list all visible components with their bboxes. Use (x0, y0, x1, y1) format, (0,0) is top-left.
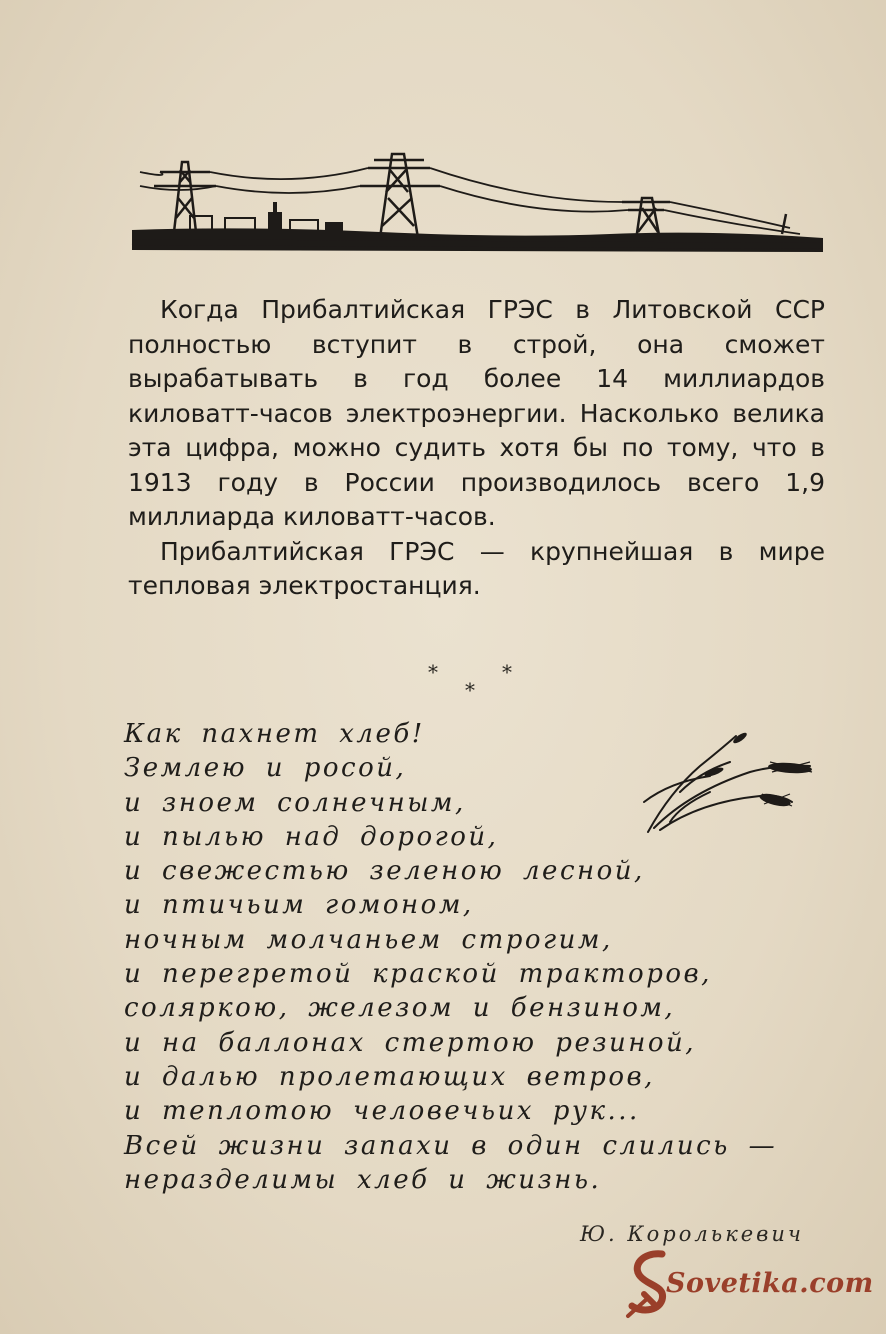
poem-line: неразделимы хлеб и жизнь. (124, 1164, 602, 1195)
poem-line: Землею и росой, (124, 753, 407, 784)
paragraph-1: Когда Прибалтийская ГРЭС в Литовской ССР полностью вступит в строй, она сможет вырабатывать в год более 14 миллиардов киловатт-часов электроэнергии. Насколько велика эта цифра, можно судить хотя бы по тому, что в 1913 году в России производилось всего 1,9 миллиарда киловатт-часов. (128, 295, 825, 531)
poem-line: и перегретой краской тракторов, (124, 959, 712, 990)
separator-star: * (465, 678, 475, 702)
poem-line: и пылью над дорогой, (124, 821, 499, 852)
poem-line: и зноем солнечным, (124, 787, 466, 818)
asterism-separator (420, 660, 530, 710)
poem-line: Как пахнет хлеб! (124, 719, 425, 749)
sovetika-watermark (622, 1246, 882, 1322)
poem-line: ночным молчаньем строгим, (124, 924, 613, 955)
article-text (128, 293, 825, 604)
poem-line: и на баллонах стертою резиной, (124, 1027, 697, 1058)
poem-line: и свежестью зеленою лесной, (124, 856, 645, 887)
separator-star: * (502, 660, 512, 684)
paragraph-2: Прибалтийская ГРЭС — крупнейшая в мире тепловая электростанция. (128, 536, 825, 600)
poem-line: Всей жизни запахи в один слились — (124, 1130, 778, 1161)
separator-star: * (428, 660, 438, 684)
poem-line: и далью пролетающих ветров, (124, 1061, 655, 1092)
poem-line: и теплотою человечьих рук... (124, 1096, 640, 1127)
watermark-text: Sovetika.com (666, 1268, 874, 1299)
power-line-illustration (130, 142, 825, 257)
poem-line: и птичьим гомоном, (124, 890, 474, 921)
poem-line: соляркою, железом и бензином, (124, 993, 676, 1024)
poem-author: Ю. Королькевич (580, 1222, 804, 1246)
wheat-illustration (640, 732, 816, 834)
